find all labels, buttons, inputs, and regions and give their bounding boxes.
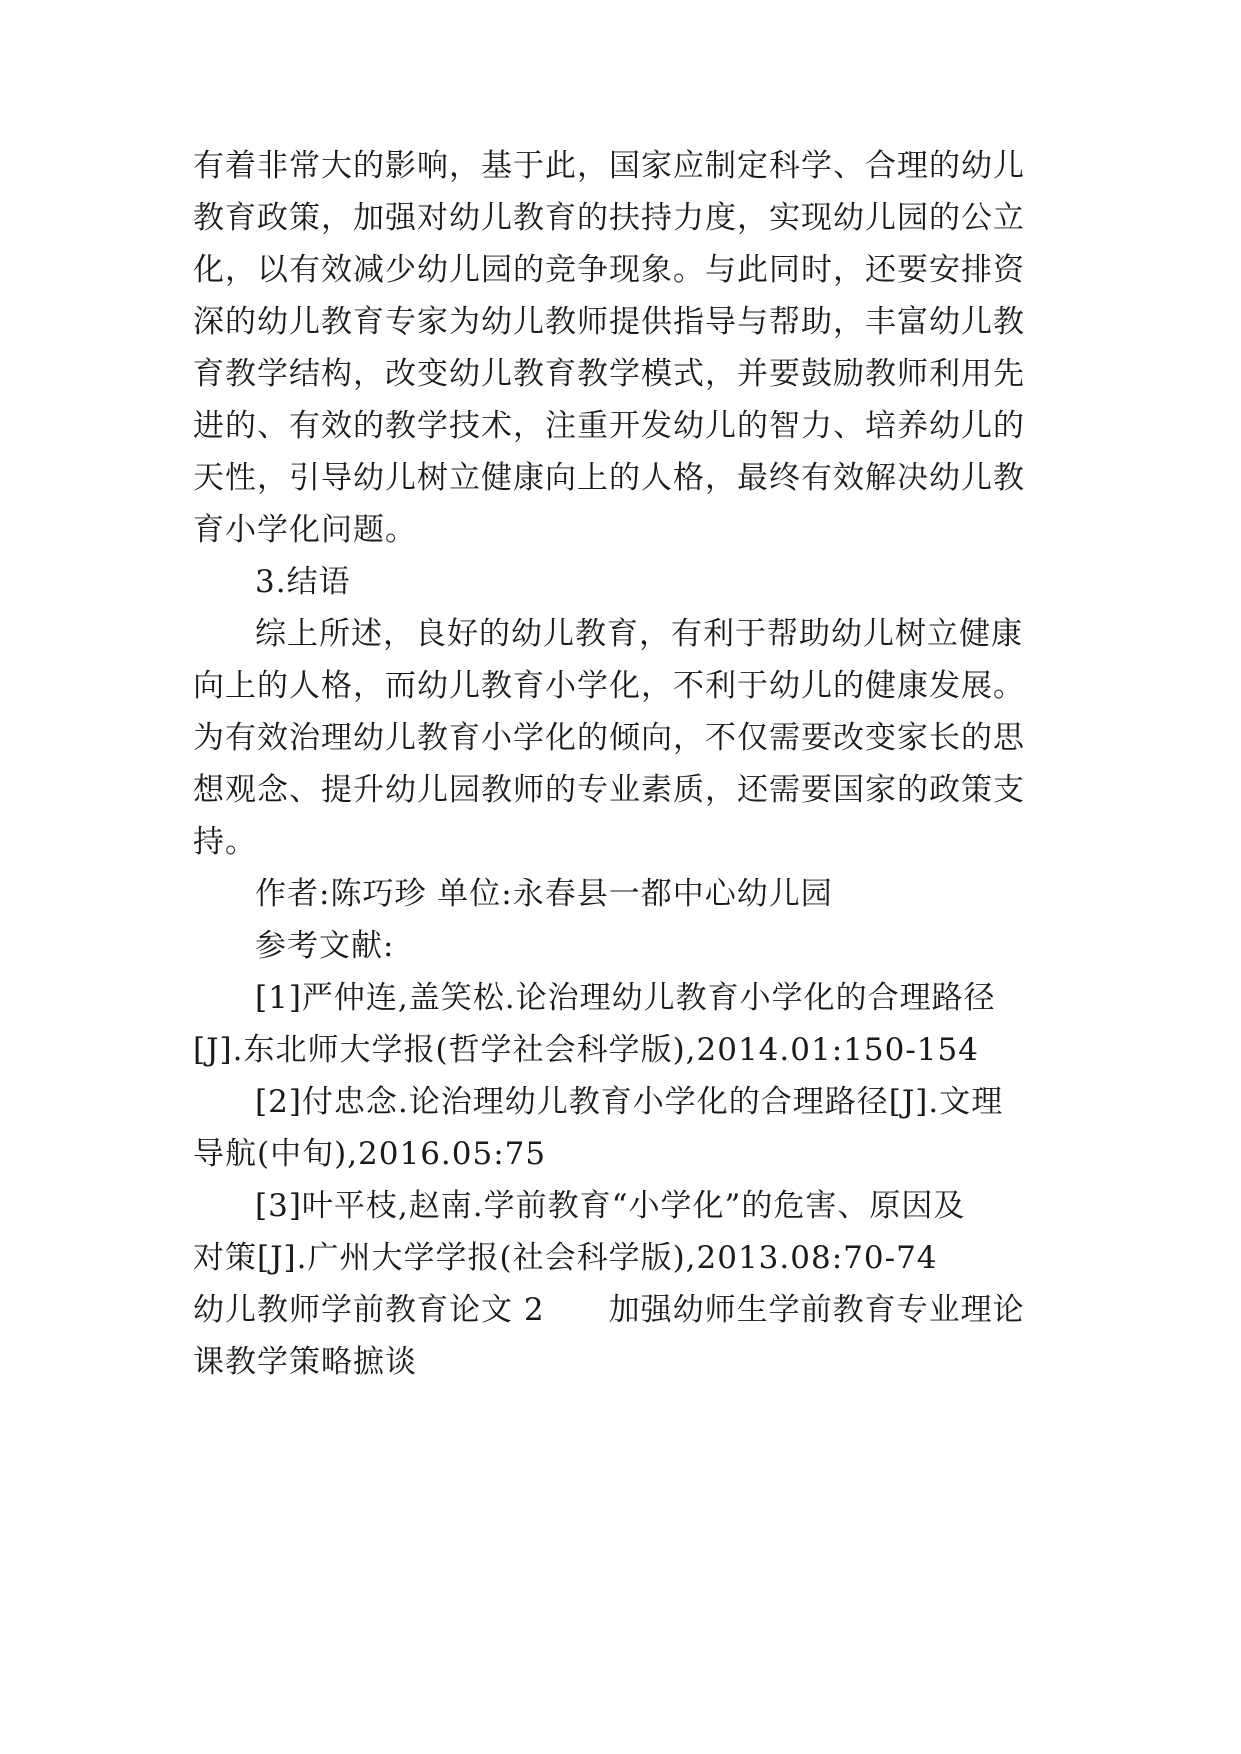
reference-item: 导航(中旬),2016.05:75 [193, 1136, 547, 1172]
body-text-line: 育小学化问题。 [193, 512, 417, 548]
reference-item: [2]付忠念.论治理幼儿教育小学化的合理路径[J].文理 [255, 1084, 1004, 1120]
body-text-line: 向上的人格，而幼儿教育小学化，不利于幼儿的健康发展。 [193, 668, 1025, 704]
next-article-title: 幼儿教师学前教育论文 2 加强幼师生学前教育专业理论 [193, 1292, 1025, 1328]
body-text-line: 持。 [193, 824, 257, 860]
body-text-line: 综上所述，良好的幼儿教育，有利于帮助幼儿树立健康 [255, 616, 1023, 652]
reference-item: [1]严仲连,盖笑松.论治理幼儿教育小学化的合理路径 [255, 980, 996, 1016]
section-heading: 3.结语 [255, 564, 351, 600]
reference-item: [J].东北师大学报(哲学社会科学版),2014.01:150-154 [193, 1032, 979, 1068]
references-heading: 参考文献: [255, 928, 395, 964]
body-text-line: 化，以有效减少幼儿园的竞争现象。与此同时，还要安排资 [193, 252, 1025, 288]
author-info: 作者:陈巧珍 单位:永春县一都中心幼儿园 [255, 876, 833, 912]
body-text-line: 深的幼儿教育专家为幼儿教师提供指导与帮助，丰富幼儿教 [193, 304, 1025, 340]
body-text-line: 为有效治理幼儿教育小学化的倾向，不仅需要改变家长的思 [193, 720, 1025, 756]
body-text-line: 育教学结构，改变幼儿教育教学模式，并要鼓励教师利用先 [193, 356, 1025, 392]
reference-item: 对策[J].广州大学学报(社会科学版),2013.08:70-74 [193, 1240, 938, 1276]
body-text-line: 有着非常大的影响，基于此，国家应制定科学、合理的幼儿 [193, 148, 1025, 184]
body-text-line: 天性，引导幼儿树立健康向上的人格，最终有效解决幼儿教 [193, 460, 1025, 496]
body-text-line: 教育政策，加强对幼儿教育的扶持力度，实现幼儿园的公立 [193, 200, 1025, 236]
body-text-line: 进的、有效的教学技术，注重开发幼儿的智力、培养幼儿的 [193, 408, 1025, 444]
reference-item: [3]叶平枝,赵南.学前教育“小学化”的危害、原因及 [255, 1188, 966, 1224]
next-article-title: 课教学策略摭谈 [193, 1344, 417, 1380]
body-text-line: 想观念、提升幼儿园教师的专业素质，还需要国家的政策支 [193, 772, 1025, 808]
